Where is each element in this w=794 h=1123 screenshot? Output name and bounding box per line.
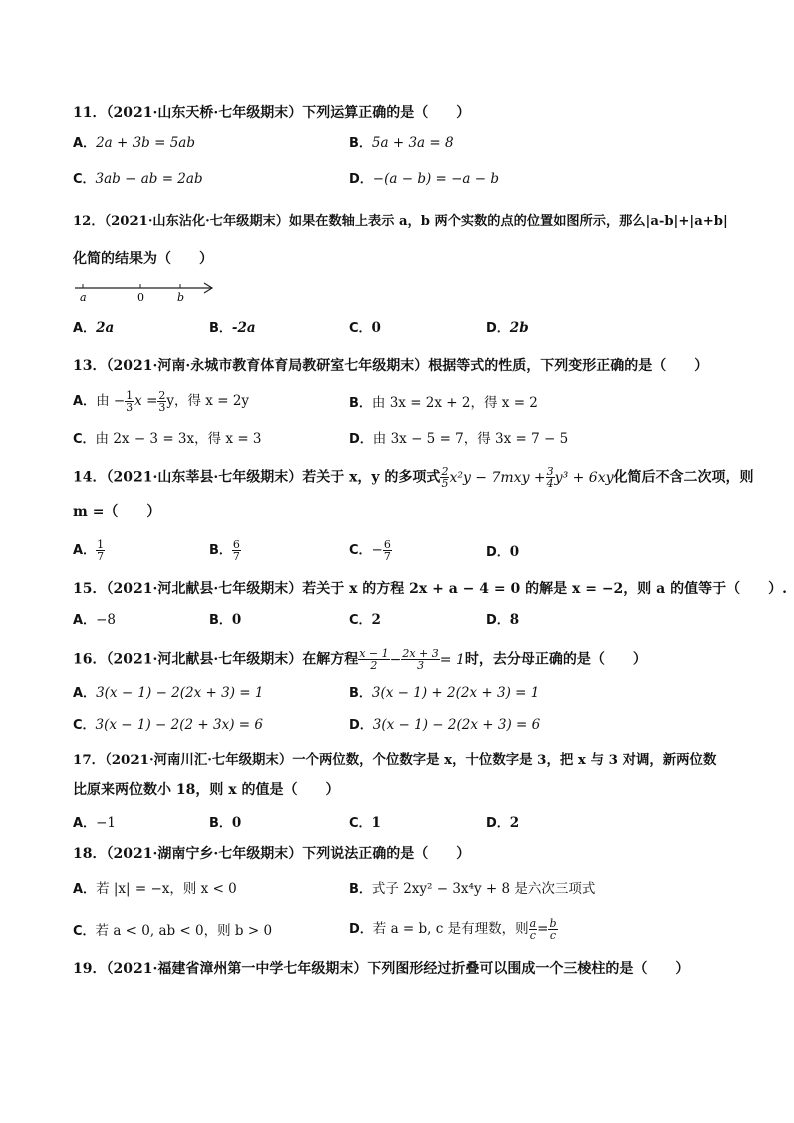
q16-option-c: C．3(x − 1) − 2(2 + 3x) = 6 xyxy=(73,717,263,733)
label-a: a xyxy=(80,291,87,304)
q14-option-c: C．− $\frac{6}{7}$ xyxy=(349,538,391,563)
q17-option-d: D．2 xyxy=(486,815,520,831)
question-12-stem-line1: 12．（2021·山东沾化·七年级期末）如果在数轴上表示 a，b 两个实数的点的位置如图所示，那么|a-b|+|a+b| xyxy=(73,214,728,229)
q15-option-c: C．2 xyxy=(349,612,381,628)
q11-option-c: C．3ab − ab = 2ab xyxy=(73,171,203,187)
fraction: $\frac{x - 1}{2}$ xyxy=(359,647,389,672)
question-17-stem-line2: 比原来两位数小 18，则 x 的值是（ ） xyxy=(73,782,340,798)
fraction: $\frac{2}{3}$ xyxy=(158,389,166,414)
q12-option-a: A．2a xyxy=(73,320,115,336)
question-16-stem: 16．（2021·河北献县·七年级期末）在解方程 $\frac{x - 1}{2}$ − $\frac{2x + 3}{3}$ = 1时，去分母正确的是（ ） xyxy=(73,647,647,672)
q14-option-b: B． $\frac{6}{7}$ xyxy=(209,538,240,563)
fraction: $\frac{6}{7}$ xyxy=(232,538,240,563)
fraction: $\frac{6}{7}$ xyxy=(383,538,391,563)
question-14-stem-line2: m =（ ） xyxy=(73,504,161,520)
q11-option-a: A．2a + 3b = 5ab xyxy=(73,135,195,151)
question-12-stem-line2: 化简的结果为（ ） xyxy=(73,251,213,267)
fraction: $\frac{2x + 3}{3}$ xyxy=(402,647,439,672)
q14-option-d: D．0 xyxy=(486,544,520,560)
q12-option-c: C．0 xyxy=(349,320,381,336)
question-13-stem: 13．（2021·河南·永城市教育体育局教研室七年级期末）根据等式的性质，下列变形正确的是（ ） xyxy=(73,358,709,374)
q18-option-d: D．若 a = b, c 是有理数，则 $\frac{a}{c}$ = $\frac{b}{c}$ xyxy=(349,917,557,942)
fraction: $\frac{b}{c}$ xyxy=(549,917,557,942)
q18-option-c: C．若 a < 0, ab < 0，则 b > 0 xyxy=(73,923,273,939)
q17-option-a: A．−1 xyxy=(73,815,116,831)
q11-option-b: B．5a + 3a = 8 xyxy=(349,135,454,151)
fraction: $\frac{3}{4}$ xyxy=(546,465,554,490)
q17-option-b: B．0 xyxy=(209,815,242,831)
q15-option-a: A．−8 xyxy=(73,612,116,628)
q13-option-b: B．由 3x = 2x + 2，得 x = 2 xyxy=(349,395,538,411)
question-19-stem: 19．（2021·福建省漳州第一中学七年级期末）下列图形经过折叠可以围成一个三棱柱的是（ ） xyxy=(73,961,690,977)
q13-option-a: A．由 − $\frac{1}{3}$ x = $\frac{2}{3}$ y，得 x = 2y xyxy=(73,389,250,414)
fraction: $\frac{a}{c}$ xyxy=(529,917,537,942)
q12-option-d: D．2b xyxy=(486,320,529,336)
question-15-stem: 15．（2021·河北献县·七年级期末）若关于 x 的方程 2x + a − 4 = 0 的解是 x = −2，则 a 的值等于（ ）. xyxy=(73,581,787,597)
q18-option-a: A．若 |x| = −x，则 x < 0 xyxy=(73,881,237,897)
q16-option-b: B．3(x − 1) + 2(2x + 3) = 1 xyxy=(349,685,540,701)
q14-option-a: A． $\frac{1}{7}$ xyxy=(73,538,105,563)
q11-option-d: D．−(a − b) = −a − b xyxy=(349,171,500,187)
q16-option-a: A．3(x − 1) − 2(2x + 3) = 1 xyxy=(73,685,264,701)
label-0: 0 xyxy=(137,291,144,304)
q12-option-b: B．-2a xyxy=(209,320,256,336)
q16-option-d: D．3(x − 1) − 2(2x + 3) = 6 xyxy=(349,717,541,733)
fraction: $\frac{2}{5}$ xyxy=(441,465,449,490)
q18-option-b: B．式子 2xy² − 3x⁴y + 8 是六次三项式 xyxy=(349,881,596,897)
q15-option-d: D．8 xyxy=(486,612,520,628)
question-14-stem-line1: 14．（2021·山东莘县·七年级期末）若关于 x，y 的多项式 $\frac{2}{5}$ x²y − 7mxy + $\frac{3}{4}$ y³ + 6xy化简后不含二次项，则 xyxy=(73,465,754,490)
question-17-stem-line1: 17．（2021·河南川汇·七年级期末）一个两位数，个位数字是 x，十位数字是 3，把 x 与 3 对调，新两位数 xyxy=(73,752,717,768)
q15-option-b: B．0 xyxy=(209,612,242,628)
label-b: b xyxy=(177,291,185,304)
question-11-stem: 11．（2021·山东天桥·七年级期末）下列运算正确的是（ ） xyxy=(73,105,471,121)
fraction: $\frac{1}{3}$ xyxy=(126,389,134,414)
question-18-stem: 18．（2021·湖南宁乡·七年级期末）下列说法正确的是（ ） xyxy=(73,846,471,862)
q13-option-c: C．由 2x − 3 = 3x，得 x = 3 xyxy=(73,431,262,447)
number-line-figure xyxy=(73,280,218,304)
q17-option-c: C．1 xyxy=(349,815,381,831)
fraction: $\frac{1}{7}$ xyxy=(97,538,105,563)
q13-option-d: D．由 3x − 5 = 7，得 3x = 7 − 5 xyxy=(349,431,569,447)
